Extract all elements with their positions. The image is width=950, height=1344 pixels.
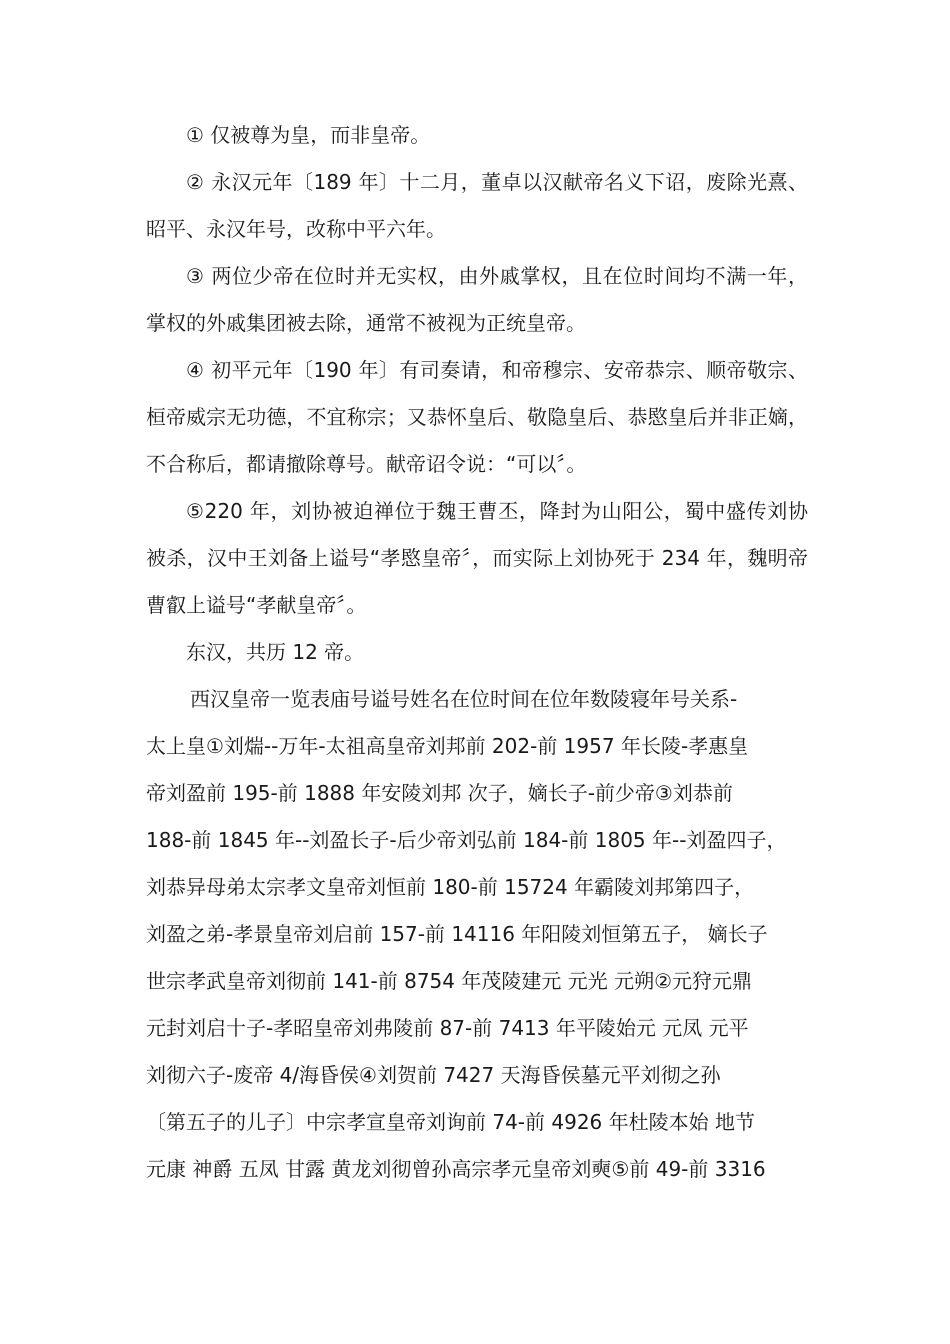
table-text-line: 西汉皇帝一览表庙号谥号姓名在位时间在位年数陵寝年号关系- — [190, 687, 738, 711]
table-text-line: 世宗孝武皇帝刘彻前 141-前 8754 年茂陵建元 元光 元朔②元狩元鼎 — [146, 969, 753, 993]
table-text-line: 〔第五子的儿子〕中宗孝宣皇帝刘询前 74-前 4926 年杜陵本始 地节 — [146, 1110, 755, 1134]
table-text-line: 元康 神爵 五凤 甘露 黄龙刘彻曾孙高宗孝元皇帝刘奭⑤前 49-前 3316 — [146, 1157, 766, 1181]
table-text-line: 刘彻六子-废帝 4/海昏侯④刘贺前 7427 天海昏侯墓元平刘彻之孙 — [146, 1063, 721, 1087]
footnote-1: ① 仅被尊为皇，而非皇帝。 — [186, 123, 431, 147]
table-text-line: 188-前 1845 年--刘盈长子-后少帝刘弘前 184-前 1805 年--刘盈四子， — [146, 828, 787, 852]
footnote-2: ② 永汉元年〔189 年〕十二月，董卓以汉献帝名义下诏，废除光熹、昭平、永汉年号，改称中平六年。 — [146, 170, 808, 241]
footnote-4: ④ 初平元年〔190 年〕有司奏请，和帝穆宗、安帝恭宗、顺帝敬宗、桓帝威宗无功德，不宜称宗；又恭怀皇后、敬隐皇后、恭愍皇后并非正嫡，不合称后，都请撤除尊号。献帝诏令说：“可以〞。 — [146, 358, 808, 476]
emperor-table-text — [146, 676, 808, 1193]
table-text-line: 元封刘启十子-孝昭皇帝刘弗陵前 87-前 7413 年平陵始元 元凤 元平 — [146, 1016, 749, 1040]
summary-line: 东汉，共历 12 帝。 — [186, 640, 365, 664]
footnote-5: ⑤220 年，刘协被迫禅位于魏王曹丕，降封为山阳公，蜀中盛传刘协被杀，汉中王刘备上谥号“孝愍皇帝〞，而实际上刘协死于 234 年，魏明帝曹叡上谥号“孝献皇帝〞。 — [146, 499, 808, 617]
table-text-line: 太上皇①刘煓--万年-太祖高皇帝刘邦前 202-前 1957 年长陵-孝惠皇 — [146, 734, 749, 758]
table-text-line: 刘恭异母弟太宗孝文皇帝刘恒前 180-前 15724 年霸陵刘邦第四子， — [146, 875, 755, 899]
document-body — [146, 112, 808, 1193]
table-text-line: 帝刘盈前 195-前 1888 年安陵刘邦 次子，嫡长子-前少帝③刘恭前 — [146, 781, 733, 805]
table-text-line: 刘盈之弟-孝景皇帝刘启前 157-前 14116 年阳陵刘恒第五子， 嫡长子 — [146, 922, 768, 946]
footnote-3: ③ 两位少帝在位时并无实权，由外戚掌权，且在位时间均不满一年，掌权的外戚集团被去除，通常不被视为正统皇帝。 — [146, 264, 808, 335]
